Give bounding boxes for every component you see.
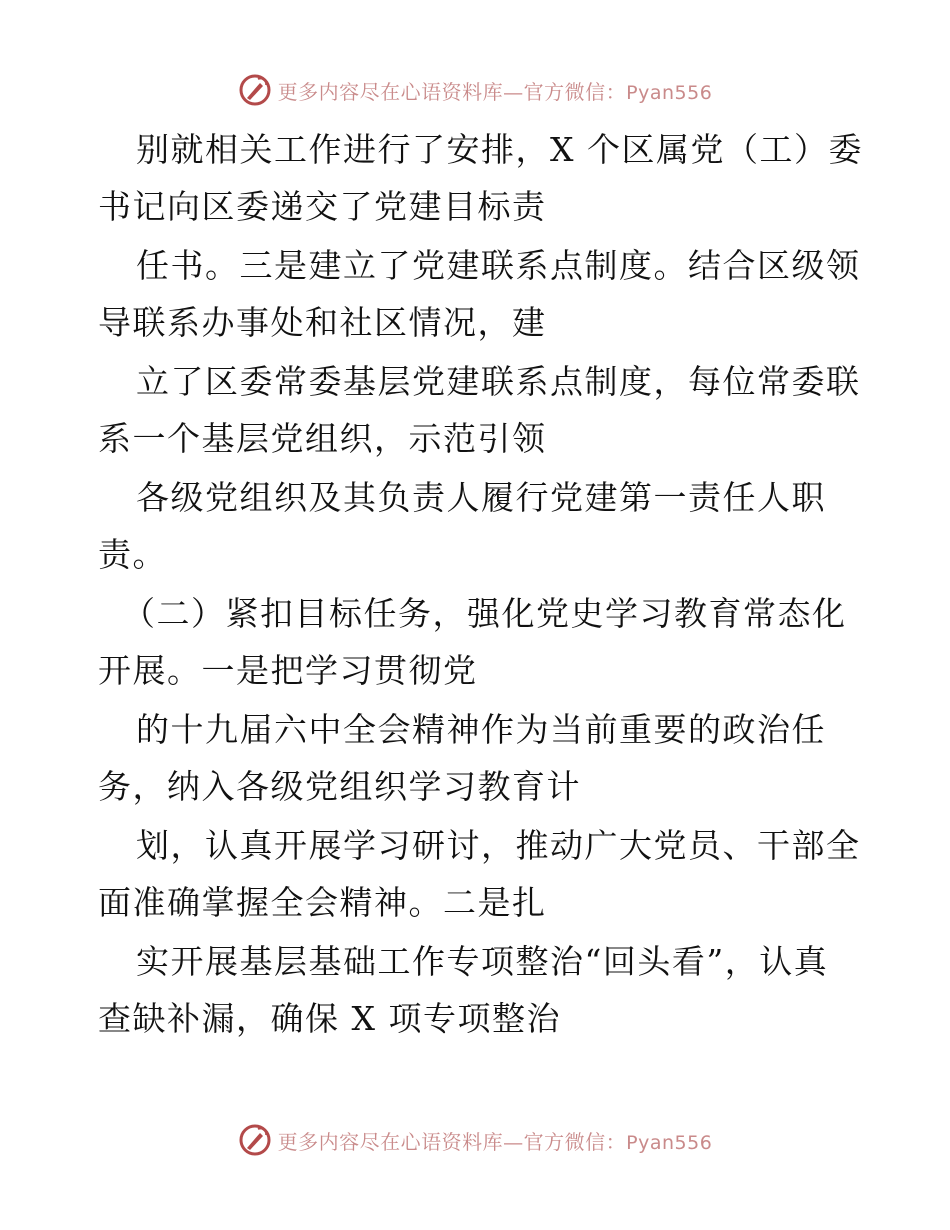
body-line: 开展。一是把学习贯彻党 (98, 651, 478, 690)
body-line: 面准确掌握全会精神。二是扎 (98, 883, 547, 922)
watermark-handle: Pyan556 (626, 1131, 713, 1154)
watermark-prefix: 更多内容尽在心语资料库—官方微信： (277, 79, 627, 104)
body-line: 各级党组织及其负责人履行党建第一责任人职 (136, 478, 826, 517)
watermark-footer (0, 1120, 950, 1160)
watermark-text (278, 1126, 713, 1155)
body-line: 务，纳入各级党组织学习教育计 (98, 767, 581, 806)
body-line: 实开展基层基础工作专项整治“回头看”，认真 (136, 942, 829, 981)
body-line: 书记向区委递交了党建目标责 (98, 187, 547, 226)
watermark-prefix: 更多内容尽在心语资料库—官方微信： (277, 1129, 627, 1154)
body-line: 别就相关工作进行了安排，X 个区属党（工）委 (136, 130, 863, 169)
body-line: （二）紧扣目标任务，强化党史学习教育常态化 (122, 594, 847, 633)
pen-logo-icon (238, 1123, 272, 1157)
watermark-header (0, 70, 950, 110)
watermark-handle: Pyan556 (626, 81, 713, 104)
body-line: 责。 (98, 535, 167, 574)
pen-logo-icon (238, 73, 272, 107)
body-line: 任书。三是建立了党建联系点制度。结合区级领 (136, 246, 861, 285)
body-line: 立了区委常委基层党建联系点制度，每位常委联 (136, 362, 861, 401)
body-line: 导联系办事处和社区情况，建 (98, 303, 547, 342)
body-line: 查缺补漏，确保 X 项专项整治 (98, 999, 561, 1038)
body-line: 划，认真开展学习研讨，推动广大党员、干部全 (136, 826, 861, 865)
watermark-text (278, 76, 713, 105)
body-line: 的十九届六中全会精神作为当前重要的政治任 (136, 710, 826, 749)
body-line: 系一个基层党组织，示范引领 (98, 419, 547, 458)
